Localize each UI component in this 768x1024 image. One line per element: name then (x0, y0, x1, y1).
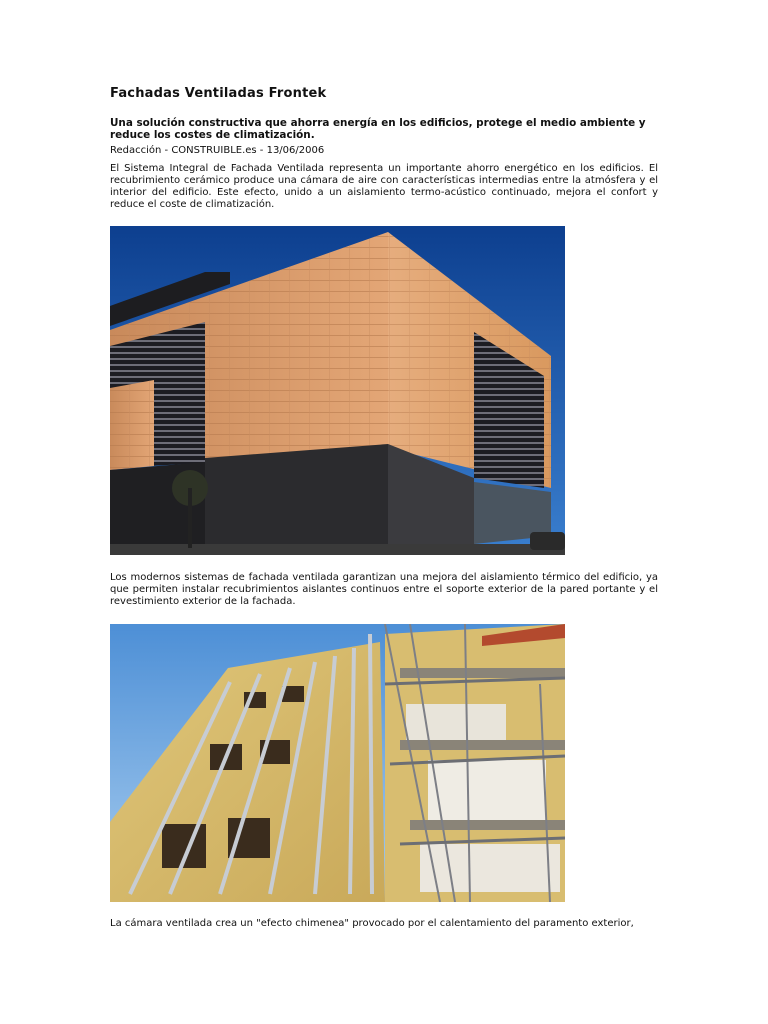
paragraph: Los modernos sistemas de fachada ventilada garantizan una mejora del aislamiento térmico del edificio, ya que permiten instalar recubrimientos aislantes continuos entre el soporte exterior de la pared portante y el revestimiento exterior de la fachada. (110, 572, 658, 607)
paragraph: El Sistema Integral de Fachada Ventilada representa un importante ahorro energético en los edificios. El recubrimiento cerámico produce una cámara de aire con características intermedias entre la atmósfera y el interior del edificio. Este efecto, unido a un aislamiento termo-acústico continuado, mejora el confort y reduce el coste de climatización. (110, 163, 658, 210)
article-byline: Redacción - CONSTRUIBLE.es - 13/06/2006 (110, 145, 325, 156)
building-facade-photo (110, 226, 565, 555)
insulation-installation-photo (110, 624, 565, 902)
paragraph: La cámara ventilada crea un "efecto chimenea" provocado por el calentamiento del paramento exterior, (110, 918, 634, 929)
article-title: Fachadas Ventiladas Frontek (110, 86, 327, 101)
article-lead: Una solución constructiva que ahorra energía en los edificios, protege el medio ambiente y reduce los costes de climatización. (110, 117, 646, 141)
